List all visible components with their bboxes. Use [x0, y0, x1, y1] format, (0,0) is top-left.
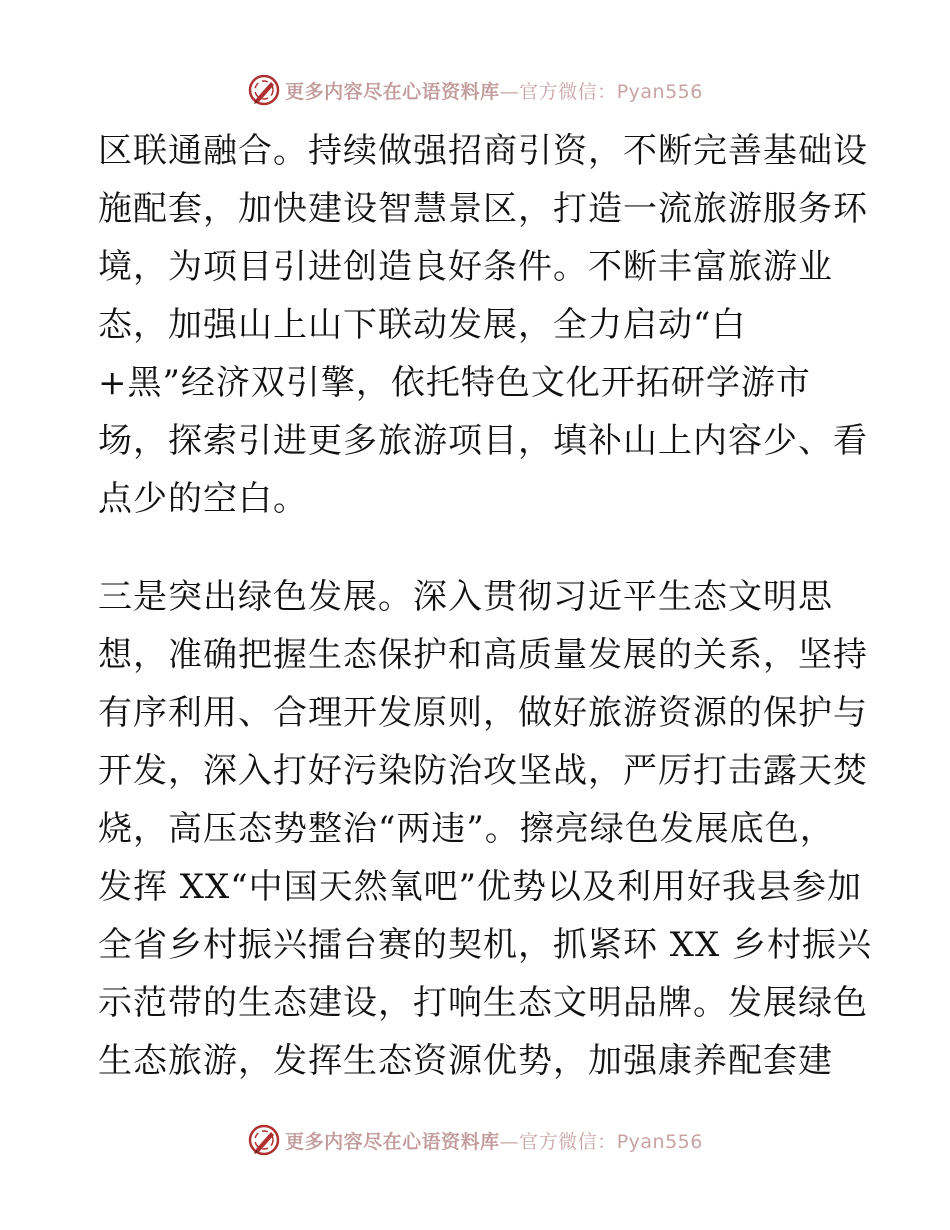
text-line: 烧，高压态势整治“两违”。擦亮绿色发展底色， — [98, 809, 835, 849]
text-line: +黑”经济双引擎，依托特色文化开拓研学游市 — [98, 363, 811, 403]
text-line: 境，为项目引进创造良好条件。不断丰富旅游业 — [98, 247, 833, 287]
text-line: 三是突出绿色发展。深入贯彻习近平生态文明思 — [98, 577, 833, 617]
header-brand: 更多内容尽在心语资料库 — [285, 80, 500, 103]
text-line: 想，准确把握生态保护和高质量发展的关系，坚持 — [98, 635, 868, 675]
pen-logo-icon — [247, 73, 281, 107]
text-line: 点少的空白。 — [98, 479, 308, 519]
text-line: 示范带的生态建设，打响生态文明品牌。发展绿色 — [98, 983, 868, 1023]
footer-text — [285, 1127, 703, 1154]
paragraph-gap — [98, 528, 868, 568]
text-line: 开发，深入打好污染防治攻坚战，严厉打击露天焚 — [98, 751, 868, 791]
paragraph-1 — [98, 122, 868, 528]
footer-separator: — — [499, 1130, 520, 1153]
header-contact-id: Pyan556 — [616, 80, 703, 103]
footer-contact-label: 官方微信： — [519, 1130, 617, 1153]
document-body — [98, 122, 873, 1090]
text-line: 区联通融合。持续做强招商引资，不断完善基础设 — [98, 131, 868, 171]
footer-brand: 更多内容尽在心语资料库 — [285, 1130, 500, 1153]
header-text — [285, 77, 703, 104]
header-contact-label: 官方微信： — [519, 80, 617, 103]
text-line: 发挥 XX“中国天然氧吧”优势以及利用好我县参加 — [98, 867, 862, 907]
text-line: 施配套，加快建设智慧景区，打造一流旅游服务环 — [98, 189, 868, 229]
text-line: 全省乡村振兴擂台赛的契机，抓紧环 XX 乡村振兴 — [98, 925, 873, 965]
text-line: 生态旅游，发挥生态资源优势，加强康养配套建 — [98, 1041, 833, 1081]
paragraph-2 — [98, 568, 873, 1090]
pen-logo-icon — [247, 1123, 281, 1157]
header-banner — [0, 68, 950, 112]
footer-contact-id: Pyan556 — [616, 1130, 703, 1153]
text-line: 态，加强山上山下联动发展，全力启动“白 — [98, 305, 747, 345]
text-line: 场，探索引进更多旅游项目，填补山上内容少、看 — [98, 421, 868, 461]
header-separator: — — [499, 80, 520, 103]
text-line: 有序利用、合理开发原则，做好旅游资源的保护与 — [98, 693, 868, 733]
footer-banner — [0, 1118, 950, 1162]
